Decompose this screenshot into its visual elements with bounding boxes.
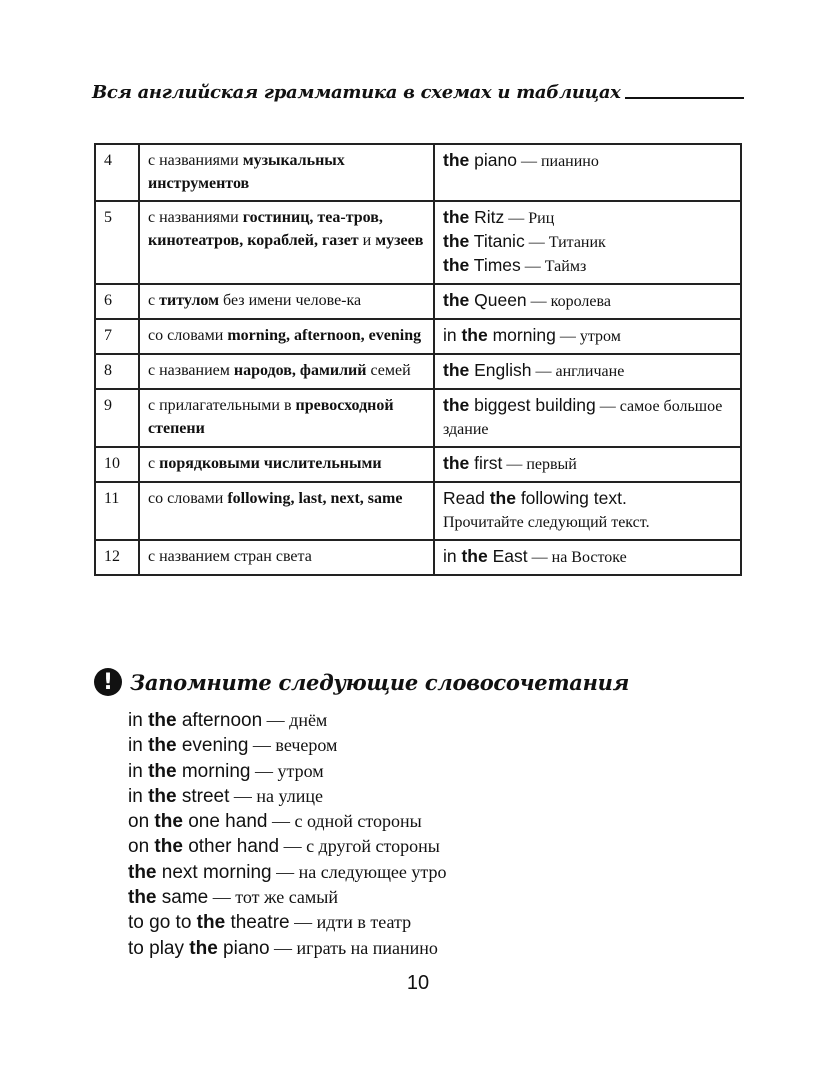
english-text: one hand xyxy=(182,811,268,833)
english-text: in xyxy=(443,325,462,345)
rule-keyword: morning, afternoon, evening xyxy=(227,327,422,344)
rule-text: без имени челове-ка xyxy=(219,292,362,309)
english-text: Read xyxy=(443,488,490,508)
example-line xyxy=(443,254,732,278)
english-text: piano xyxy=(217,937,270,959)
rule-cell xyxy=(139,482,434,540)
row-number: 6 xyxy=(95,284,139,319)
english-text: afternoon xyxy=(176,710,263,731)
russian-translation: — пианино xyxy=(516,153,599,170)
table-row xyxy=(95,284,741,319)
english-text: piano xyxy=(469,150,517,170)
russian-translation: — Риц xyxy=(504,210,555,227)
english-text: on xyxy=(128,836,155,858)
rule-keyword: превосходной степени xyxy=(148,397,394,437)
rule-text: с xyxy=(148,455,160,472)
article-the: the xyxy=(443,395,470,415)
article-usage-table xyxy=(94,143,742,576)
example-line xyxy=(443,511,732,534)
article-the: the xyxy=(443,231,470,251)
running-header xyxy=(92,82,744,103)
article-the: the xyxy=(189,937,218,959)
article-the: the xyxy=(443,255,470,275)
article-the: the xyxy=(443,207,470,227)
russian-translation: — на улице xyxy=(229,785,323,806)
rule-cell xyxy=(139,284,434,319)
rule-text: с названиями xyxy=(148,209,243,226)
example-cell xyxy=(434,482,741,540)
page-number: 10 xyxy=(406,972,430,994)
rule-keyword: following, last, next, same xyxy=(227,490,403,507)
article-the: the xyxy=(443,290,470,310)
article-the: the xyxy=(196,912,226,934)
russian-translation: — вечером xyxy=(248,735,338,756)
phrase-item xyxy=(128,759,447,784)
table-row xyxy=(95,482,741,540)
rule-cell xyxy=(139,319,434,354)
rule-text: с названиями xyxy=(148,152,243,169)
russian-translation: — Титаник xyxy=(524,234,606,251)
row-number: 8 xyxy=(95,354,139,389)
rule-text: с xyxy=(148,292,160,309)
row-number: 7 xyxy=(95,319,139,354)
english-text: in xyxy=(128,785,149,807)
phrase-item xyxy=(128,910,447,935)
table-row xyxy=(95,319,741,354)
phrase-item xyxy=(128,733,447,758)
russian-translation: — первый xyxy=(502,456,577,473)
english-text: evening xyxy=(176,735,249,757)
header-title: Вся английская грамматика в схемах и таблицах xyxy=(92,82,621,103)
phrase-item xyxy=(128,834,447,859)
example-line xyxy=(443,487,732,511)
article-the: the xyxy=(443,453,470,473)
header-rule xyxy=(625,97,744,99)
phrase-item xyxy=(128,708,447,733)
english-text: theatre xyxy=(225,912,290,934)
english-text: East xyxy=(487,546,528,566)
example-cell xyxy=(434,447,741,482)
article-the: the xyxy=(148,785,177,807)
example-line xyxy=(443,230,732,254)
row-number: 4 xyxy=(95,144,139,201)
rule-text: семей xyxy=(366,362,411,379)
rule-keyword: музыкальных инструментов xyxy=(148,152,345,192)
english-text: Times xyxy=(469,255,521,275)
russian-translation: — на следующее утро xyxy=(271,861,447,882)
russian-translation: — на Востоке xyxy=(527,549,627,566)
english-text: in xyxy=(443,546,462,566)
rule-cell xyxy=(139,540,434,575)
english-text: biggest building xyxy=(469,395,596,415)
russian-translation: — с другой стороны xyxy=(279,836,440,857)
example-line xyxy=(443,206,732,230)
english-text: first xyxy=(469,453,503,473)
article-the: the xyxy=(489,488,516,508)
russian-translation: — Таймз xyxy=(520,258,587,275)
example-cell xyxy=(434,354,741,389)
russian-translation: — самое большое здание xyxy=(443,398,723,438)
russian-translation: Прочитайте следующий текст. xyxy=(443,514,650,531)
remember-heading xyxy=(94,668,629,696)
phrase-item xyxy=(128,936,447,961)
rule-cell xyxy=(139,201,434,284)
rule-cell xyxy=(139,354,434,389)
table-row xyxy=(95,144,741,201)
rule-keyword: порядковыми числительными xyxy=(159,455,382,472)
english-text: in xyxy=(128,760,149,782)
article-the: the xyxy=(148,760,177,782)
english-text: street xyxy=(176,785,230,807)
russian-translation: — утром xyxy=(250,760,324,781)
russian-translation: — идти в театр xyxy=(289,912,412,933)
article-the: the xyxy=(443,150,470,170)
rule-cell xyxy=(139,389,434,447)
table-row xyxy=(95,447,741,482)
english-text: Titanic xyxy=(469,231,525,251)
rule-text: с прилагательными в xyxy=(148,397,296,414)
phrase-list xyxy=(128,708,447,961)
english-text: morning xyxy=(176,760,251,782)
exclamation-icon: ! xyxy=(94,668,122,696)
example-line xyxy=(443,324,732,348)
article-the: the xyxy=(461,546,488,566)
table-row xyxy=(95,389,741,447)
russian-translation: — днём xyxy=(262,710,328,730)
example-line xyxy=(443,545,732,569)
rule-text: со словами xyxy=(148,490,228,507)
row-number: 5 xyxy=(95,201,139,284)
row-number: 12 xyxy=(95,540,139,575)
english-text: to go to xyxy=(128,912,197,934)
rule-cell xyxy=(139,144,434,201)
russian-translation: — англичане xyxy=(531,363,625,380)
rule-cell xyxy=(139,447,434,482)
example-line xyxy=(443,289,732,313)
russian-translation: — утром xyxy=(555,328,621,345)
phrase-item xyxy=(128,885,447,910)
example-line xyxy=(443,452,732,476)
row-number: 10 xyxy=(95,447,139,482)
english-text: in xyxy=(128,735,149,757)
phrase-item xyxy=(128,860,447,885)
table-row xyxy=(95,354,741,389)
example-cell xyxy=(434,284,741,319)
english-text: morning xyxy=(487,325,556,345)
remember-title: Запомните следующие словосочетания xyxy=(130,669,629,695)
english-text: Ritz xyxy=(469,207,505,227)
rule-text: со словами xyxy=(148,327,228,344)
table-body xyxy=(95,144,741,575)
table-row xyxy=(95,540,741,575)
rule-text: и xyxy=(358,232,376,249)
rule-keyword: гостиниц, теа-тров, кинотеатров, кораблей, газет xyxy=(148,209,383,249)
example-cell xyxy=(434,144,741,201)
row-number: 9 xyxy=(95,389,139,447)
phrase-item xyxy=(128,784,447,809)
rule-text: с названием xyxy=(148,362,234,379)
english-text: other hand xyxy=(182,836,280,858)
article-the: the xyxy=(461,325,488,345)
example-cell xyxy=(434,540,741,575)
article-the: the xyxy=(128,861,157,883)
example-line xyxy=(443,394,732,441)
english-text: English xyxy=(469,360,532,380)
english-text: in xyxy=(128,710,149,731)
rule-keyword: титулом xyxy=(159,292,220,309)
english-text: same xyxy=(156,887,209,909)
row-number: 11 xyxy=(95,482,139,540)
rule-keyword: народов, фамилий xyxy=(233,362,367,379)
english-text: on xyxy=(128,811,155,833)
phrase-item xyxy=(128,809,447,834)
russian-translation: — играть на пианино xyxy=(269,937,438,958)
russian-translation: — тот же самый xyxy=(208,887,339,908)
table-row xyxy=(95,201,741,284)
english-text: to play xyxy=(128,937,190,959)
russian-translation: — с одной стороны xyxy=(267,811,422,832)
article-the: the xyxy=(128,887,157,909)
example-cell xyxy=(434,319,741,354)
example-cell xyxy=(434,389,741,447)
example-cell xyxy=(434,201,741,284)
rule-text: с названием стран света xyxy=(148,548,312,565)
example-line xyxy=(443,359,732,383)
english-text: Queen xyxy=(469,290,527,310)
article-the: the xyxy=(154,836,183,858)
english-text: following text. xyxy=(515,488,627,508)
article-the: the xyxy=(443,360,470,380)
english-text: next morning xyxy=(156,861,272,883)
rule-keyword: музеев xyxy=(375,232,424,249)
article-the: the xyxy=(154,811,183,833)
article-the: the xyxy=(148,735,177,757)
russian-translation: — королева xyxy=(526,293,611,310)
example-line xyxy=(443,149,732,173)
article-the: the xyxy=(148,710,177,731)
